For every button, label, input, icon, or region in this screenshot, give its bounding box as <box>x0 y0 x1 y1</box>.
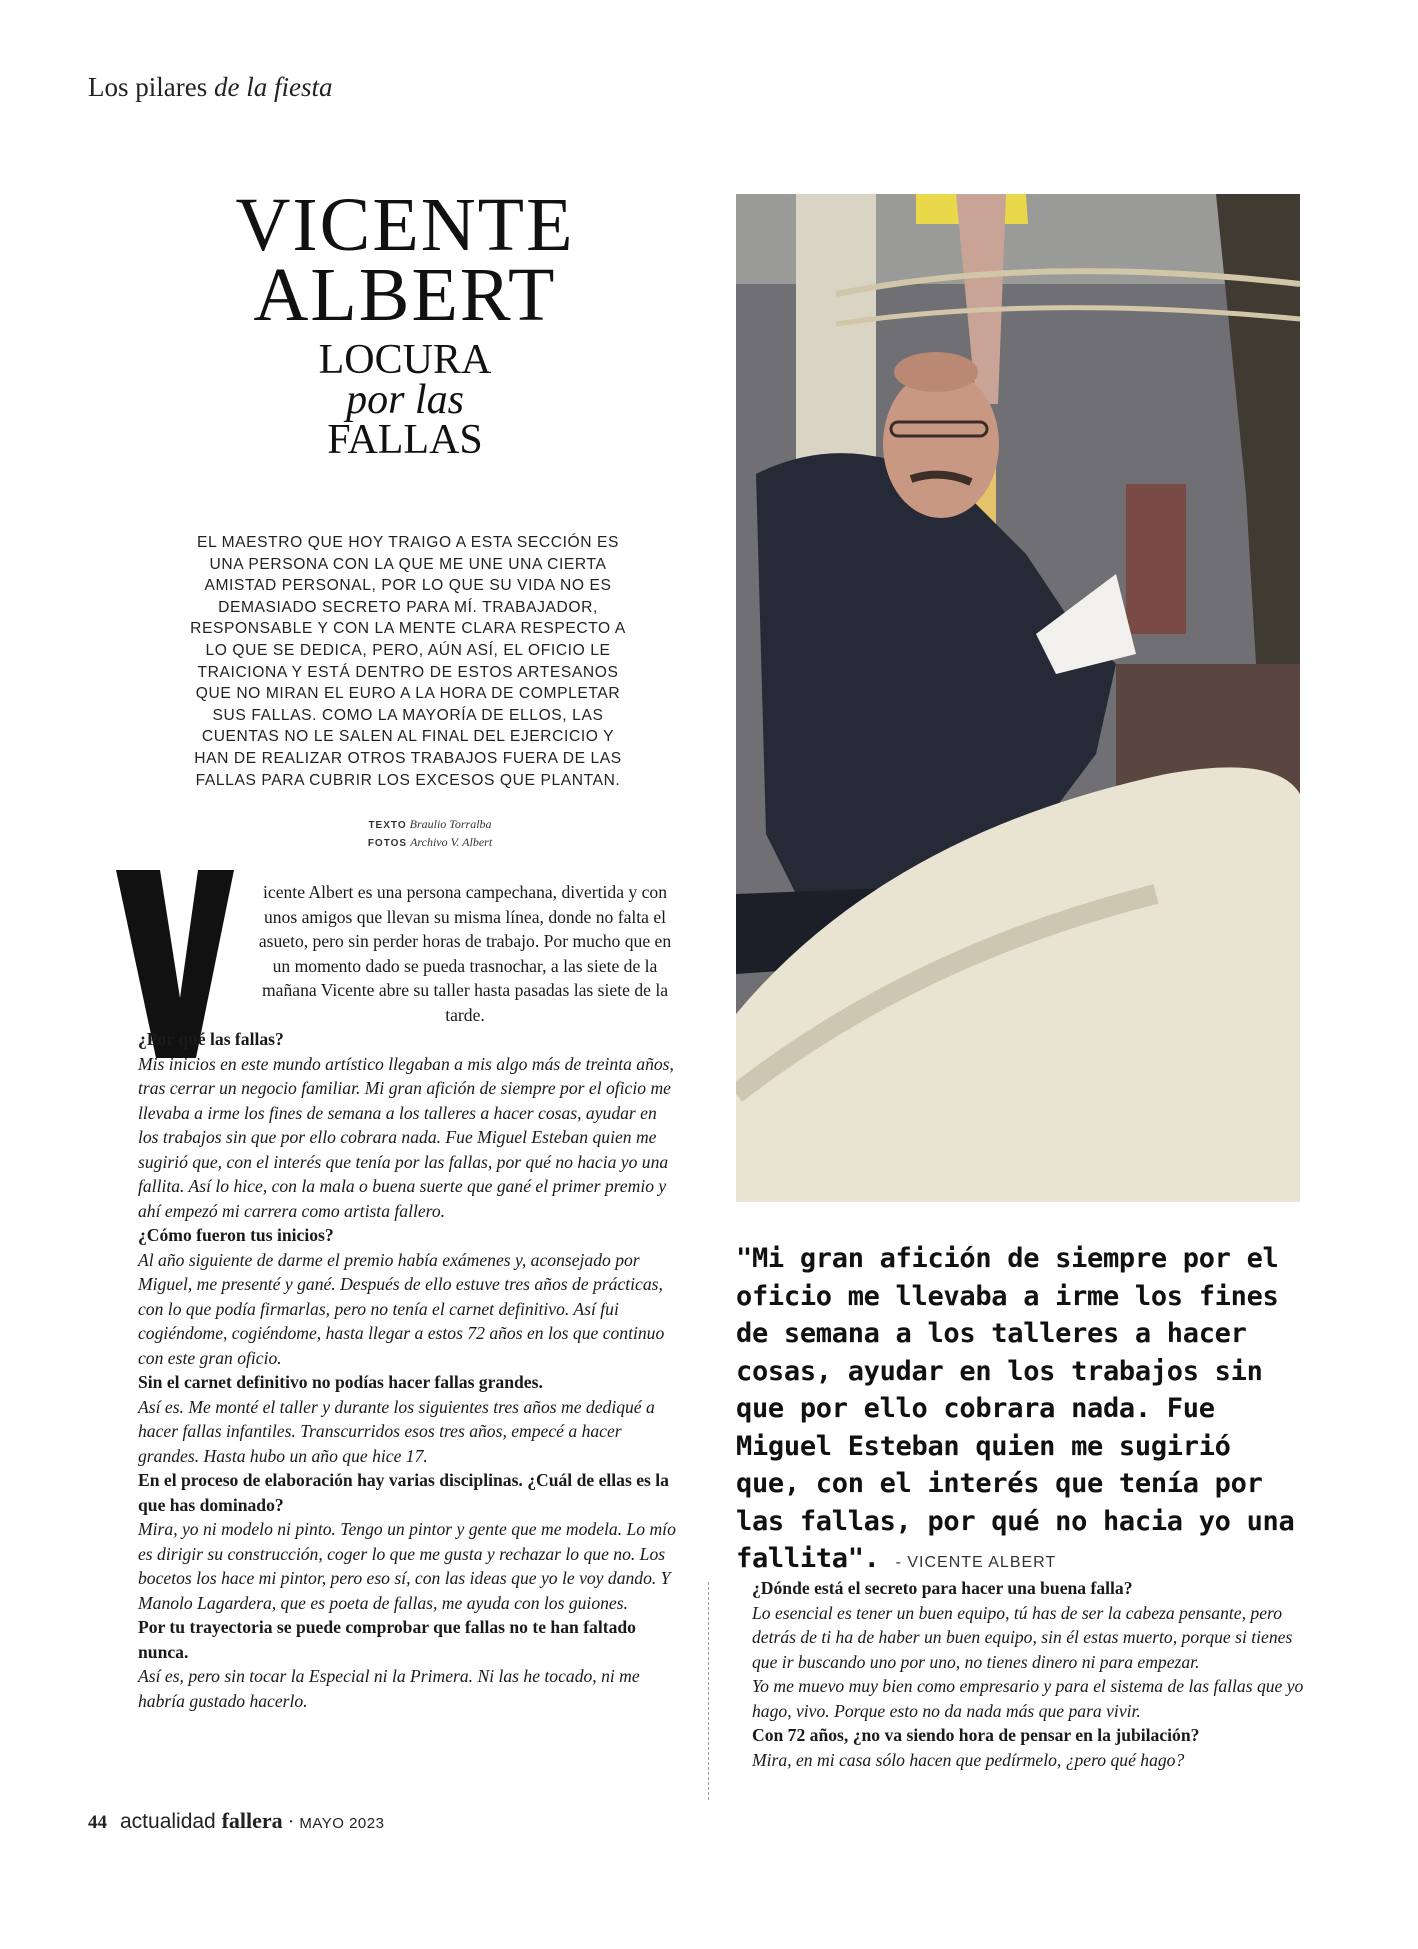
question: Sin el carnet definitivo no podías hacer fallas grandes. <box>138 1372 543 1392</box>
title-line-1: VICENTE <box>235 183 575 267</box>
credit-photo-source: Archivo V. Albert <box>410 835 493 849</box>
page-footer <box>88 1808 384 1834</box>
answer: Lo esencial es tener un buen equipo, tú has de ser la cabeza pensante, pero detrás de ti ha de haber un buen equipo, sin él estas muerto, porque si tienes que ir buscando uno por uno, no tienes dinero ni para empezar. <box>752 1602 1293 1672</box>
lead-paragraph: icente Albert es una persona campechana, divertida y con unos amigos que llevan su misma línea, donde no falta el asueto, pero sin perder horas de trabajo. Por mucho que en un momento dado se pueda trasnochar, a las siete de la mañana Vicente abre su taller hasta pasadas las siete de la tarde. <box>258 882 672 1025</box>
qa-block-1 <box>134 1027 676 1223</box>
credit-text-label: TEXTO <box>368 820 407 831</box>
answer: Mis inicios en este mundo artístico llegaban a mis algo más de treinta años, tras cerrar un negocio familiar. Mi gran afición de siempre por el oficio me llevaba a irme los fines de semana a los talleres a hacer cosas, ayudar en los trabajos sin que por ello cobrara nada. Fue Miguel Esteban quien me sugirió que, con el interés que tenía por las fallas, por qué no hacia yo una fallita. Así lo hice, con la mala o buena suerte que gané el primer premio y ahí empezó mi carrera como artista fallero. <box>138 1053 674 1221</box>
magazine-name <box>120 1810 283 1833</box>
credit-text-author: Braulio Torralba <box>409 817 492 831</box>
portrait-photo <box>736 194 1300 1202</box>
question: Con 72 años, ¿no va siendo hora de pensar en la jubilación? <box>752 1725 1200 1745</box>
qa-block-7 <box>748 1674 1304 1723</box>
question: En el proceso de elaboración hay varias disciplinas. ¿Cuál de ellas es la que has dominado? <box>138 1470 669 1515</box>
question: ¿Por qué las fallas? <box>138 1029 284 1049</box>
pull-quote <box>736 1240 1300 1582</box>
page-number: 44 <box>88 1812 107 1833</box>
answer: Yo me muevo muy bien como empresario y para el sistema de las fallas que yo hago, vivo. Porque esto no da nada más que para vivir. <box>752 1676 1304 1721</box>
intro-standfirst: EL MAESTRO QUE HOY TRAIGO A ESTA SECCIÓN ES UNA PERSONA CON LA QUE ME UNE UNA CIERTA AMISTAD PERSONAL, POR LO QUE SU VIDA NO ES DEMASIADO SECRETO PARA MÍ. TRABAJADOR, RESPONSABLE Y CON LA MENTE CLARA RESPECTO A LO QUE SE DEDICA, PERO, AÚN ASÍ, EL OFICIO LE TRAICIONA Y ESTÁ DENTRO DE ESTOS ARTESANOS QUE NO MIRAN EL EURO A LA HORA DE COMPLETAR SUS FALLAS. COMO LA MAYORÍA DE ELLOS, LAS CUENTAS NO LE SALEN AL FINAL DEL EJERCICIO Y HAN DE REALIZAR OTROS TRABAJOS FUERA DE LAS FALLAS PARA CUBRIR LOS EXCESOS QUE PLANTAN. <box>190 534 626 789</box>
title-line-2: ALBERT <box>253 253 557 337</box>
column-divider <box>708 1582 709 1800</box>
photo-forehead <box>894 352 978 392</box>
qa-block-6 <box>748 1576 1304 1674</box>
article-title-block <box>170 183 640 463</box>
answer: Al año siguiente de darme el premio había exámenes y, aconsejado por Miguel, me presenté y gané. Después de ello estuve tres años de prácticas, con lo que podía firmarlas, pero no tenía el carnet definitivo. Así fui cogiéndome, cogiéndome, hasta llegar a estos 72 años en los que continuo con este gran oficio. <box>138 1249 665 1368</box>
qa-block-3 <box>134 1370 676 1468</box>
footer-separator: · <box>282 1811 300 1833</box>
qa-block-4 <box>134 1468 676 1615</box>
magazine-name-bold: fallera <box>221 1808 283 1833</box>
pull-quote-text: "Mi gran afición de siempre por el oficio me llevaba a irme los fines de semana a los talleres a hacer cosas, ayudar en los trabajos sin que por ello cobrara nada. Fue Miguel Esteban quien me sugirió que, con el interés que tenía por las fallas, por qué no hacia yo una fallita". <box>736 1243 1295 1574</box>
photo-face <box>883 370 999 518</box>
subtitle-line-1: LOCURA <box>318 337 492 383</box>
body-column-left <box>134 880 676 1713</box>
section-label <box>88 72 332 103</box>
subtitle-line-2: por las <box>346 377 464 423</box>
answer: Así es, pero sin tocar la Especial ni la Primera. Ni las he tocado, ni me habría gustado hacerlo. <box>138 1666 640 1711</box>
subtitle <box>170 337 640 463</box>
qa-block-2 <box>134 1223 676 1370</box>
subtitle-line-3: FALLAS <box>327 417 483 463</box>
qa-block-8 <box>748 1723 1304 1772</box>
answer: Mira, yo ni modelo ni pinto. Tengo un pintor y gente que me modela. Lo mío es dirigir su construcción, coger lo que me gusta y rechazar lo que no. Los bocetos los hace mi pintor, pero eso sí, con las ideas que yo le voy dando. Y Manolo Lagardera, que es poeta de fallas, me ayuda con los guiones. <box>138 1519 676 1613</box>
section-label-plain: Los pilares <box>88 72 208 102</box>
magazine-name-plain: actualidad <box>120 1810 216 1833</box>
question: ¿Cómo fueron tus inicios? <box>138 1225 334 1245</box>
section-label-italic: de la fiesta <box>213 72 333 102</box>
body-column-right <box>748 1576 1304 1772</box>
credit-photo-label: FOTOS <box>367 838 408 849</box>
question: Por tu trayectoria se puede comprobar que fallas no te han faltado nunca. <box>138 1617 636 1662</box>
answer: Mira, en mi casa sólo hacen que pedírmelo, ¿pero qué hago? <box>752 1749 1185 1770</box>
qa-block-5 <box>134 1615 676 1713</box>
credits <box>300 816 560 852</box>
pull-quote-attribution: - VICENTE ALBERT <box>895 1554 1057 1571</box>
answer: Así es. Me monté el taller y durante los siguientes tres años me dediqué a hacer fallas infantiles. Transcurridos esos tres años, empecé a hacer grandes. Hasta hubo un año que hice 17. <box>138 1396 655 1466</box>
photo-prop <box>1126 484 1186 634</box>
question: ¿Dónde está el secreto para hacer una buena falla? <box>752 1578 1133 1598</box>
issue-date: MAYO 2023 <box>299 1815 385 1832</box>
